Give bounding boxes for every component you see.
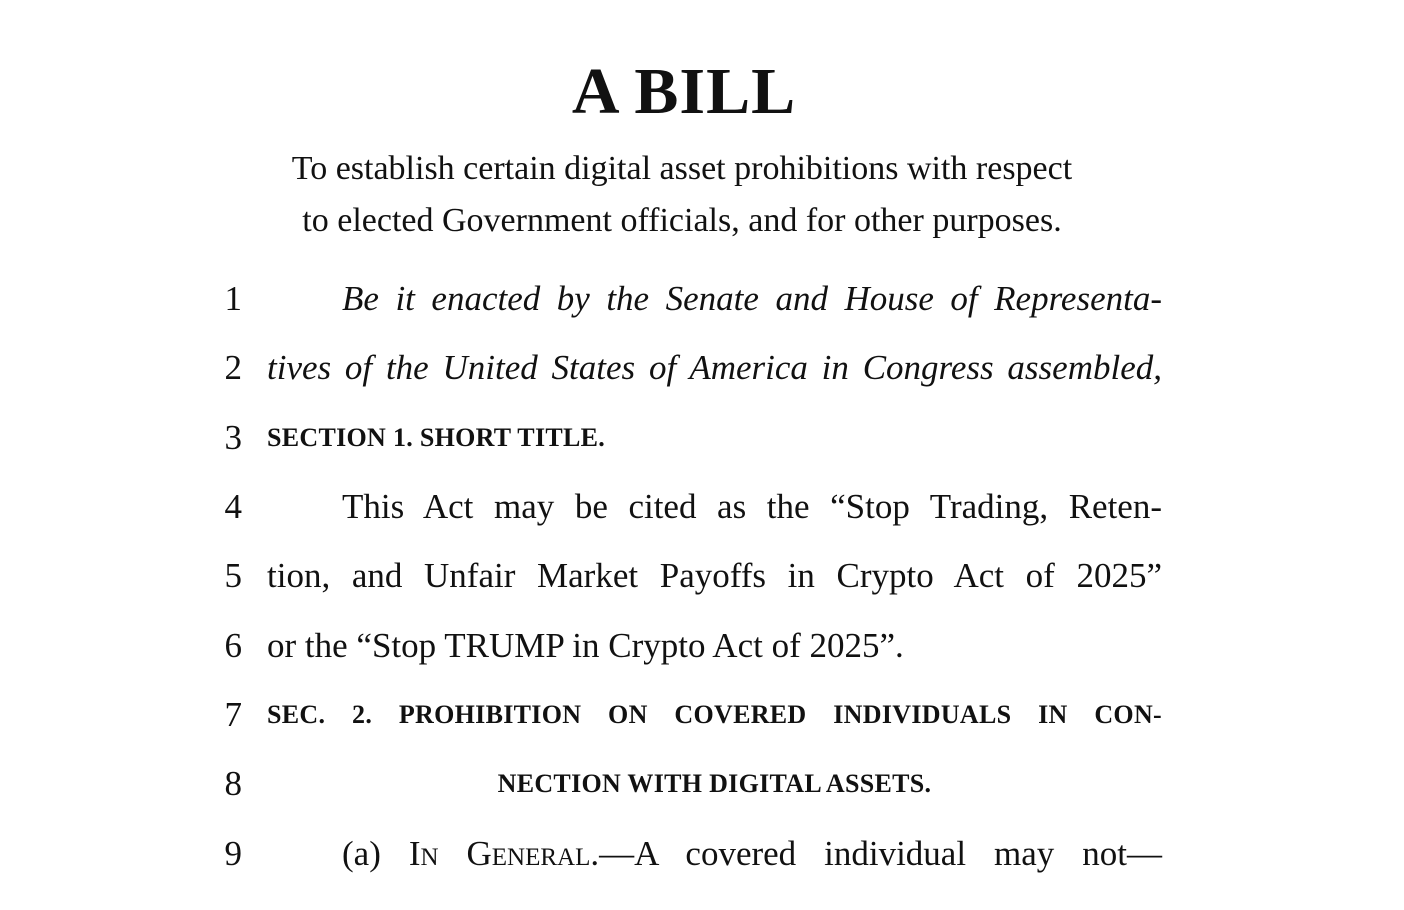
line-number: 3 xyxy=(224,418,242,457)
line-number: 9 xyxy=(224,834,242,873)
subsection-text: —A covered individual may not— xyxy=(599,834,1162,873)
bill-line xyxy=(0,621,1404,671)
line-number: 2 xyxy=(224,348,242,387)
line-number: 6 xyxy=(224,626,242,665)
line-text: Be it enacted by the Senate and House of Representa- xyxy=(342,279,1162,318)
section-heading: SEC. 2. PROHIBITION ON COVERED INDIVIDUALS IN CON- xyxy=(267,700,1162,729)
section-heading: NECTION WITH DIGITAL ASSETS. xyxy=(497,769,932,798)
line-number: 7 xyxy=(224,695,242,734)
purpose-line: to elected Government officials, and for other purposes. xyxy=(302,202,1062,239)
line-text xyxy=(342,829,1162,879)
line-number: 1 xyxy=(224,279,242,318)
bill-line xyxy=(0,829,1404,879)
line-text: tion, and Unfair Market Payoffs in Crypto Act of 2025” xyxy=(267,556,1162,595)
purpose-line: To establish certain digital asset prohibitions with respect xyxy=(291,150,1073,187)
bill-line xyxy=(0,690,1404,740)
bill-line xyxy=(0,482,1404,532)
bill-line xyxy=(0,551,1404,601)
line-number: 4 xyxy=(224,487,242,526)
bill-line xyxy=(0,759,1404,809)
section-heading: SECTION 1. SHORT TITLE. xyxy=(267,423,606,452)
subsection-heading: In General. xyxy=(408,834,600,873)
line-text: tives of the United States of America in Congress assembled, xyxy=(267,348,1162,387)
bill-line xyxy=(0,413,1404,463)
line-number: 5 xyxy=(224,556,242,595)
bill-heading: A BILL xyxy=(571,55,797,128)
line-text: This Act may be cited as the “Stop Trading, Reten- xyxy=(342,487,1162,526)
line-number: 8 xyxy=(224,764,242,803)
subsection-label: (a) xyxy=(342,834,409,873)
bill-line xyxy=(0,274,1404,324)
line-text: or the “Stop TRUMP in Crypto Act of 2025”. xyxy=(267,626,904,665)
bill-purpose xyxy=(232,143,1132,247)
bill-line xyxy=(0,343,1404,393)
